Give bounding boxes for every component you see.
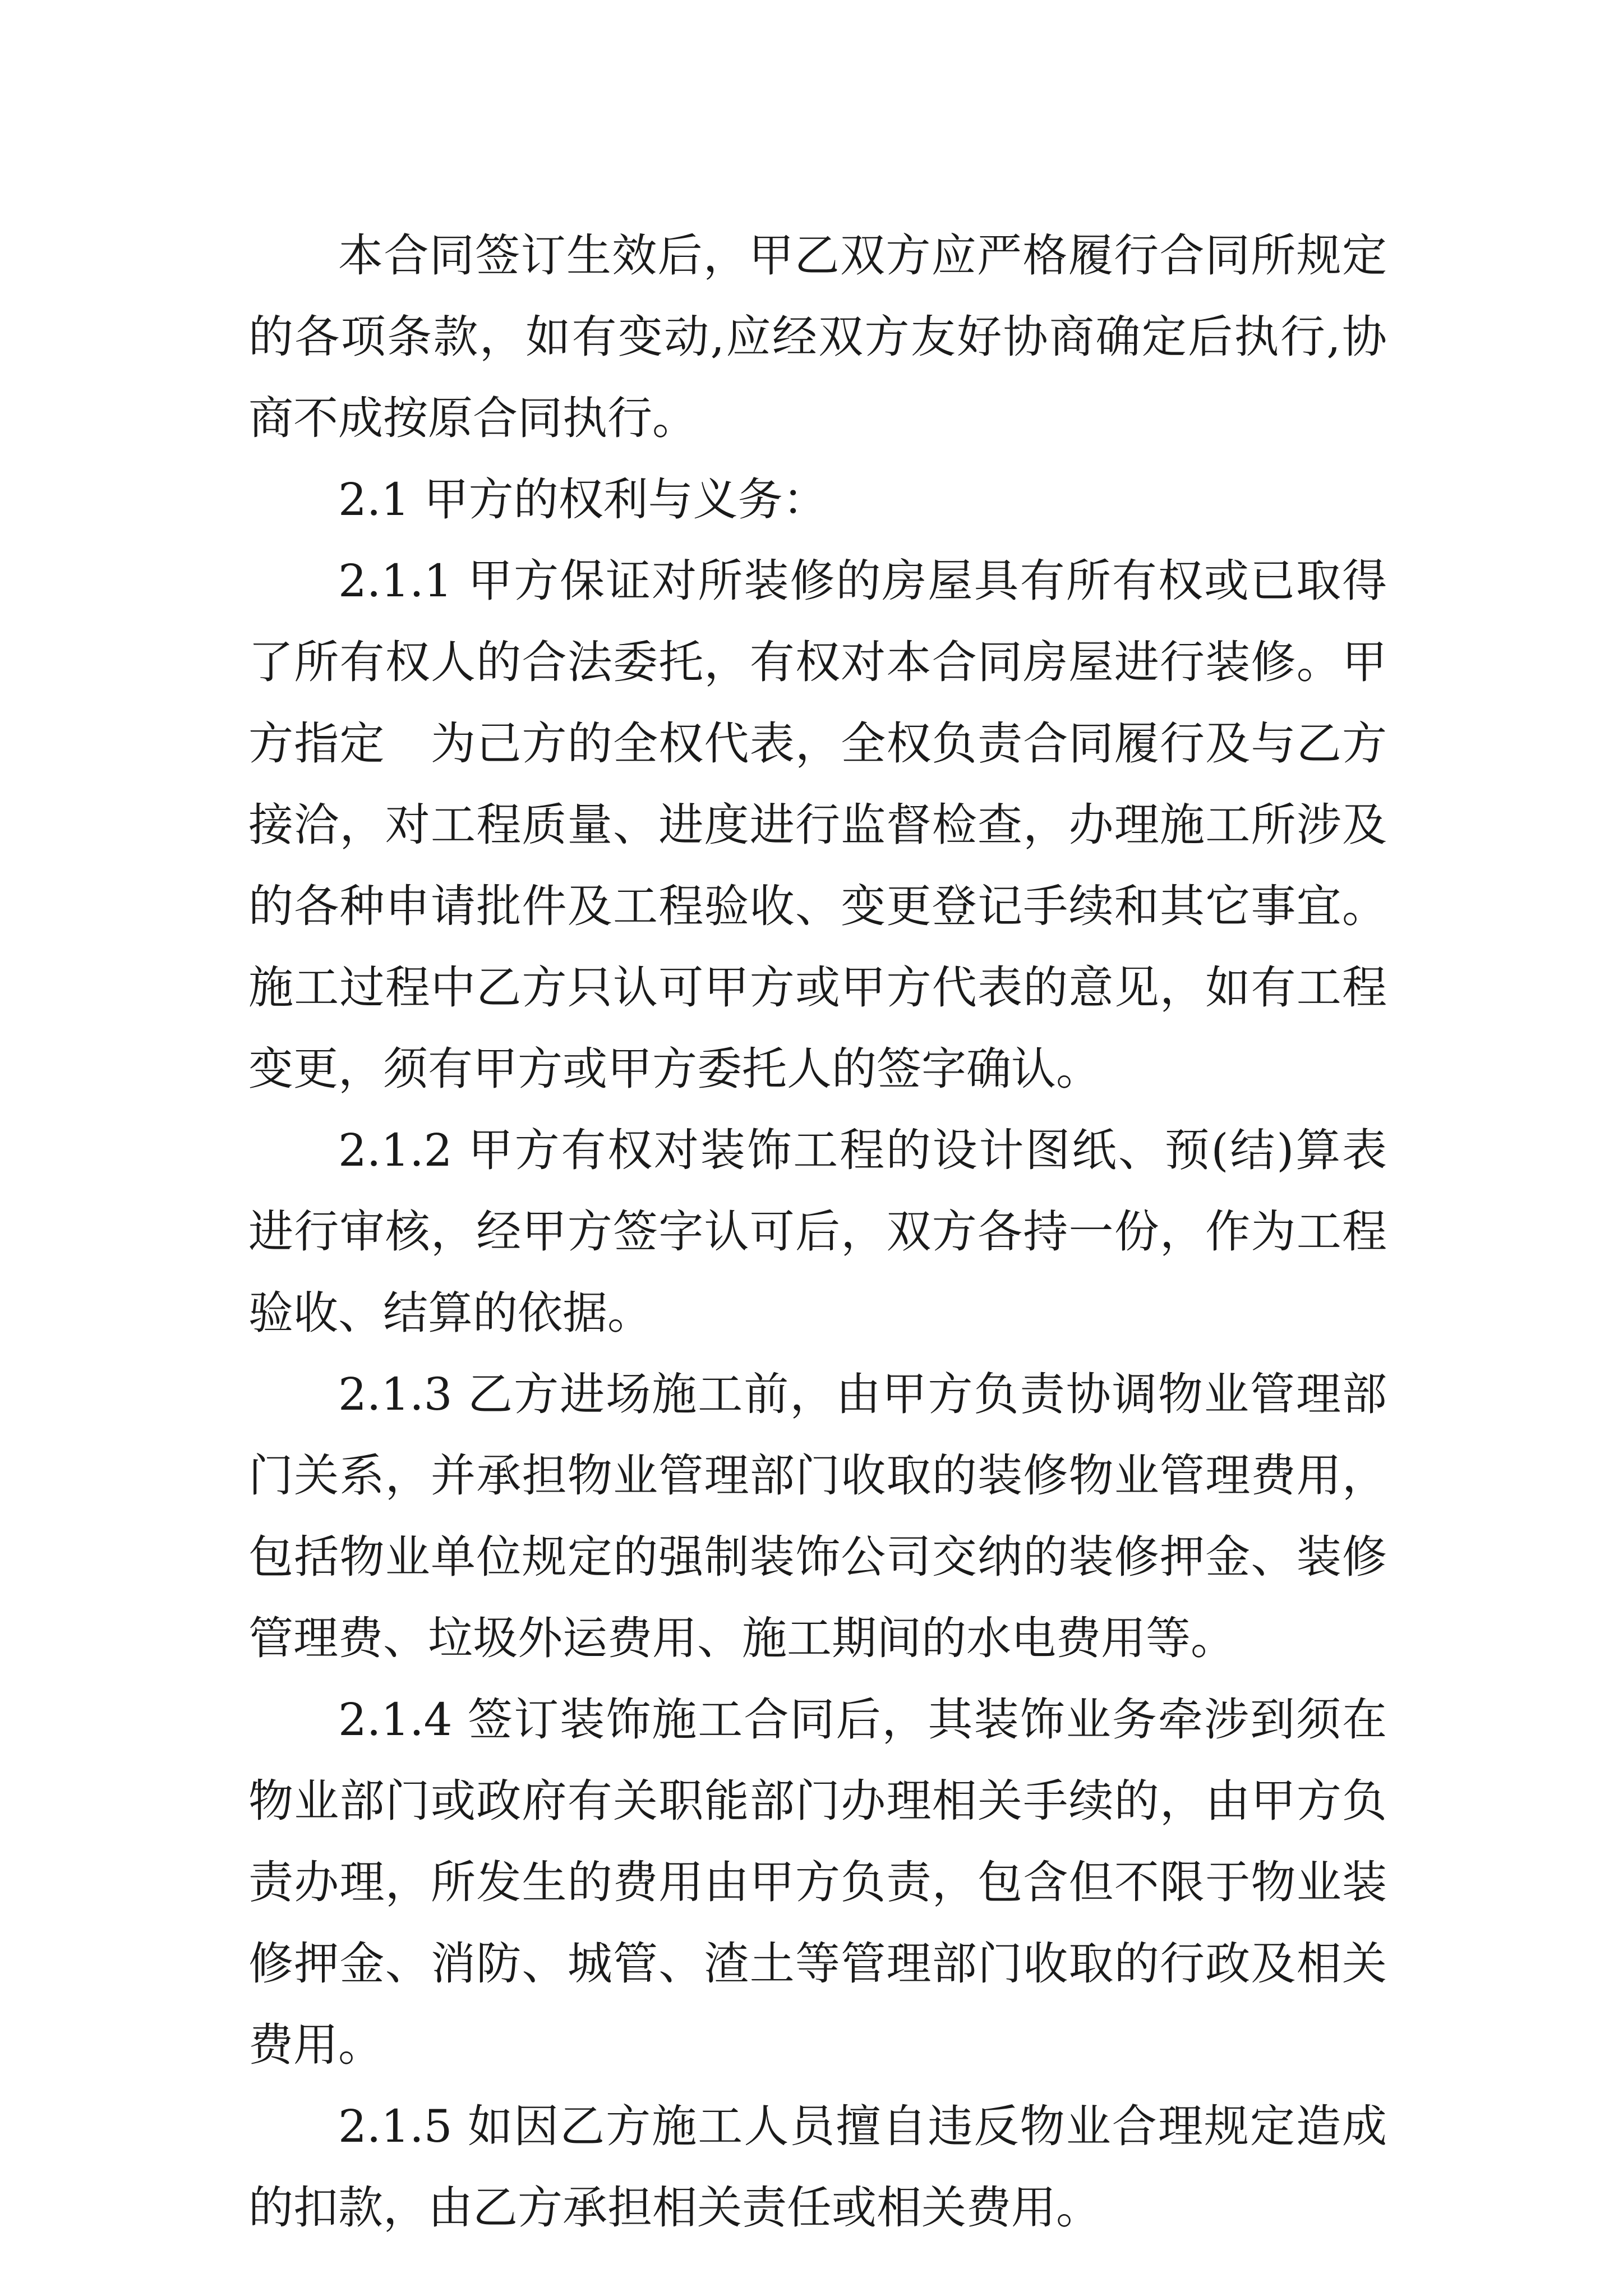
clause-2-1-5: 2.1.5 如因乙方施工人员擅自违反物业合理规定造成的扣款，由乙方承担相关责任或相关费用。 bbox=[248, 2100, 1387, 2234]
clause-2-1-3: 2.1.3 乙方进场施工前，由甲方负责协调物业管理部门关系，并承担物业管理部门收取的装修物业管理费用，包括物业单位规定的强制装饰公司交纳的装修押金、装修管理费、垃圾外运费用、施工期间的水电费用等。 bbox=[248, 1368, 1387, 1664]
clause-2-1-4: 2.1.4 签订装饰施工合同后，其装饰业务牵涉到须在物业部门或政府有关职能部门办理相关手续的，由甲方负责办理，所发生的费用由甲方负责，包含但不限于物业装修押金、消防、城管、渣土等管理部门收取的行政及相关费用。 bbox=[248, 1694, 1387, 2071]
clause-2-1-1: 2.1.1 甲方保证对所装修的房屋具有所有权或已取得了所有权人的合法委托，有权对本合同房屋进行装修。甲方指定 为己方的全权代表，全权负责合同履行及与乙方接洽，对工程质量、进度进行监督检查，办理施工所涉及的各种申请批件及工程验收、变更登记手续和其它事宜。施工过程中乙方只认可甲方或甲方代表的意见，如有工程变更，须有甲方或甲方委托人的签字确认。 bbox=[248, 555, 1387, 1095]
clause-2-1-2: 2.1.2 甲方有权对装饰工程的设计图纸、预(结)算表进行审核，经甲方签字认可后，双方各持一份，作为工程验收、结算的依据。 bbox=[248, 1124, 1387, 1339]
paragraph-intro: 本合同签订生效后，甲乙双方应严格履行合同所规定的各项条款，如有变动,应经双方友好协商确定后执行,协商不成按原合同执行。 bbox=[248, 229, 1387, 444]
contract-body bbox=[248, 215, 1387, 2248]
heading-2-1: 2.1 甲方的权利与义务： bbox=[338, 473, 828, 526]
